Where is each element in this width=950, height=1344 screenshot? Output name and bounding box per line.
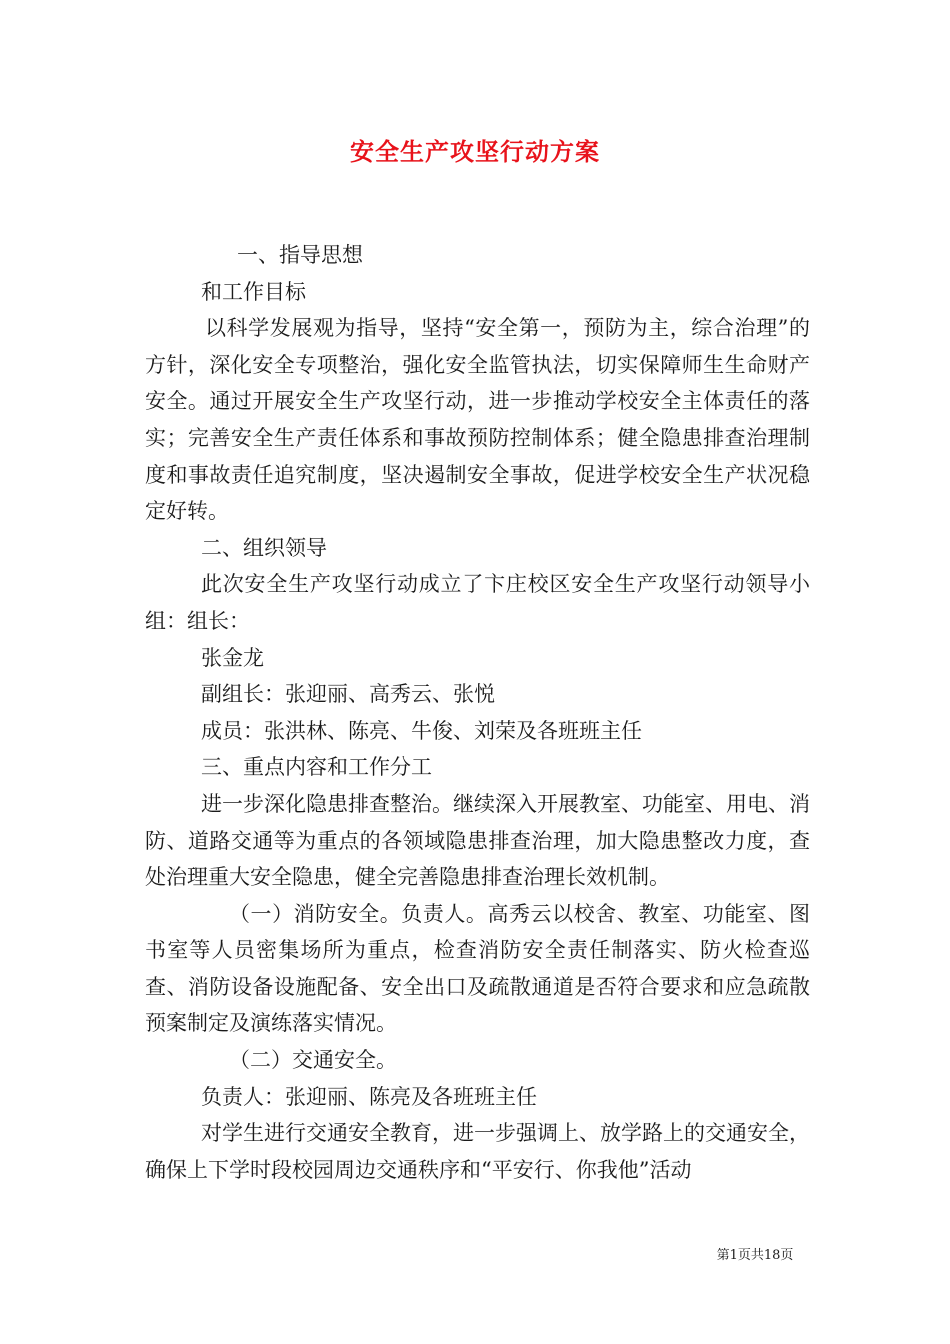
footer-suffix: 页 — [780, 1248, 794, 1263]
heading-guiding-ideology: 一、指导思想 — [237, 243, 363, 267]
paragraph-group-leader: 张金龙 — [201, 645, 264, 670]
document-body — [145, 237, 810, 1188]
paragraph-deputy-leaders: 副组长：张迎丽、高秀云、张悦 — [201, 682, 495, 707]
paragraph-traffic-education: 对学生进行交通安全教育，进一步强调上、放学路上的交通安全，确保上下学时段校园周边交通秩序和“平安行、你我他”活动 — [145, 1121, 810, 1182]
paragraph-fire-safety: （一）消防安全。负责人。高秀云以校舍、教室、功能室、图书室等人员密集场所为重点，检查消防安全责任制落实、防火检查巡查、消防设备设施配备、安全出口及疏散通道是否符合要求和应急疏散预案制定及演练落实情况。 — [145, 901, 810, 1036]
footer-total-pages: 18 — [763, 1248, 781, 1263]
footer-page-number: 1 — [729, 1248, 738, 1263]
heading-work-goals: 和工作目标 — [201, 279, 306, 304]
paragraph-traffic-responsible: 负责人：张迎丽、陈亮及各班班主任 — [201, 1084, 537, 1109]
heading-key-content: 三、重点内容和工作分工 — [201, 755, 432, 780]
paragraph-leadership-group: 此次安全生产攻坚行动成立了卞庄校区安全生产攻坚行动领导小组：组长： — [145, 572, 810, 633]
document-title: 安全生产攻坚行动方案 — [350, 137, 600, 166]
footer-middle: 页共 — [737, 1248, 764, 1263]
paragraph-members: 成员：张洪林、陈亮、牛俊、刘荣及各班班主任 — [201, 718, 642, 743]
paragraph-guiding-content: 以科学发展观为指导，坚持“安全第一，预防为主，综合治理”的方针，深化安全专项整治，强化安全监管执法，切实保障师生生命财产安全。通过开展安全生产攻坚行动，进一步推动学校安全主体责任的落实；完善安全生产责任体系和事故预防控制体系；健全隐患排查治理制度和事故责任追究制度，坚决遏制安全事故，促进学校安全生产状况稳定好转。 — [145, 316, 810, 524]
heading-traffic-safety: （二）交通安全。 — [229, 1048, 397, 1073]
paragraph-hazard-rectification: 进一步深化隐患排查整治。继续深入开展教室、功能室、用电、消防、道路交通等为重点的各领域隐患排查治理，加大隐患整改力度，查处治理重大安全隐患，健全完善隐患排查治理长效机制。 — [145, 791, 810, 890]
footer-prefix: 第 — [716, 1248, 730, 1263]
heading-organization: 二、组织领导 — [201, 535, 327, 560]
page-footer — [690, 1244, 820, 1263]
